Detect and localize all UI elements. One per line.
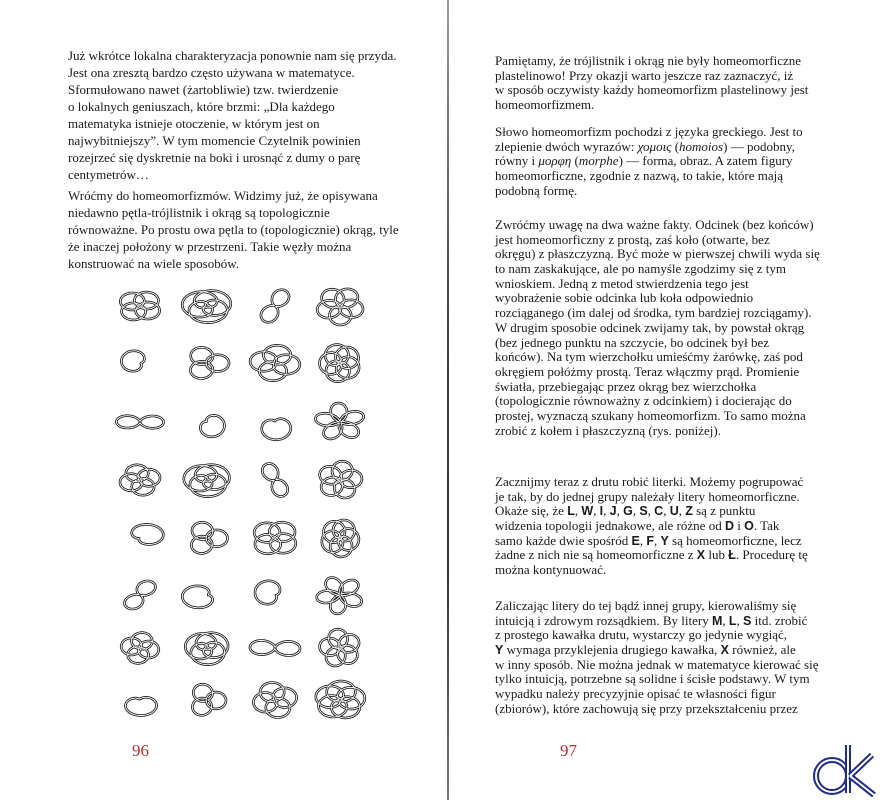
knot-diagram (255, 581, 280, 604)
text-run: intuicją i zdrowym rozsądkiem. By litery (495, 612, 712, 628)
text-run: , (632, 503, 640, 519)
right-paragraph-5 (495, 599, 818, 717)
text-run: okręgiem połóżmy prostą. Teraz włączmy prąd. Promienie (495, 363, 800, 379)
text-line (495, 672, 818, 687)
knot-diagram (121, 633, 159, 664)
text-run: , (653, 532, 661, 548)
text-run: (bez jednego punktu na szczycie, bo odcinek był bez (495, 334, 769, 350)
bold-letter: G (623, 504, 633, 519)
bold-letter: Ł (728, 548, 736, 563)
text-line (495, 218, 820, 233)
text-line (495, 365, 820, 380)
text-run: wymaga przyklejenia drugiego kawałka, (503, 642, 721, 658)
text-run: homeomorfizmem. (495, 97, 595, 113)
text-line (495, 336, 820, 351)
text-run: prostej, wyznaczą szukany homeomorfizm. To samo można (495, 407, 806, 423)
bold-letter: W (581, 504, 594, 519)
knot-diagram (120, 465, 160, 495)
text-run: je tak, by do jednej grupy należały litery homeomorficzne. (495, 488, 800, 504)
text-run: można kontynuować. (495, 562, 607, 578)
dk-publisher-logo (812, 743, 876, 797)
text-line (495, 702, 818, 717)
text-run: zlepienie dwóch wyrazów: (495, 138, 638, 154)
text-line: konstruować na wiele sposobów. (68, 256, 240, 271)
text-line: Wróćmy do homeomorfizmów. Widzimy już, że opisywana (68, 188, 378, 203)
knot-diagram (316, 681, 365, 718)
text-run: równy i (495, 153, 539, 169)
text-run: wnioskiem. Jedną z metod stwierdzenia tego jest (495, 275, 749, 291)
text-run: samo każde dwie spośród (495, 532, 632, 548)
bold-letter: U (669, 504, 679, 519)
knot-diagram (184, 465, 230, 497)
text-line (495, 277, 820, 292)
text-line (495, 409, 820, 424)
knot-diagram (261, 290, 289, 323)
text-run: , (616, 503, 624, 519)
text-run: zrobić z kołem i płaszczyzną (rys. poniżej). (495, 422, 721, 438)
text-line (495, 475, 808, 490)
text-line (495, 380, 820, 395)
knot-diagram (250, 641, 300, 656)
text-line (495, 125, 803, 140)
text-line (495, 643, 818, 658)
bold-letter: I (599, 504, 604, 519)
right-paragraph-2 (495, 125, 803, 198)
text-line (495, 69, 808, 84)
text-line: matematyka istnieje otoczenie, w którym jest on (68, 116, 320, 131)
text-line (495, 169, 803, 184)
text-line: najwybitniejszy”. W tym momencie Czytelnik powinien (68, 133, 361, 148)
knot-diagram (116, 416, 163, 429)
text-run: W drugim sposobie odcinek zwijamy tak, by powstał okrąg (495, 319, 805, 335)
right-paragraph-1 (495, 54, 808, 113)
text-line (495, 394, 820, 409)
left-paragraph-1 (68, 47, 396, 183)
bold-letter: L (567, 504, 575, 519)
text-run: są z punktu (692, 503, 756, 519)
bold-letter: S (743, 613, 752, 628)
text-line (495, 247, 820, 262)
text-line (495, 306, 820, 321)
text-run: wypadku należy precyzyjnie opisać te własności figur (495, 686, 776, 702)
knot-diagram (191, 522, 227, 553)
text-run: okręgu) z płaszczyzną. Być może w pierwszej chwili wyda się (495, 246, 820, 262)
text-run: Słowo homeomorfizm pochodzi z języka greckiego. Jest to (495, 124, 803, 139)
bold-letter: F (646, 533, 654, 548)
knot-diagram (315, 403, 363, 439)
text-line (495, 614, 818, 629)
text-line: Jest ona zresztą bardzo często używana w matematyce. (68, 65, 355, 80)
text-line: niedawno pętla-trójlistnik i okrąg są topologicznie (68, 205, 330, 220)
text-line (495, 233, 820, 248)
text-run: homeomorficzne, zgodnie z nazwą, to takie, które mają (495, 168, 784, 184)
knot-diagram (254, 522, 296, 554)
text-run: rozciąganego (im dalej od środka, tym bardziej rozciągamy). (495, 305, 812, 321)
text-run: , (593, 503, 600, 519)
text-run: z prostego kawałka drutu, wystarczy go jedynie wygiąć, (495, 627, 788, 643)
text-line: Sformułowano nawet (żartobliwie) tzw. twierdzenie (68, 82, 339, 97)
knot-diagram (126, 697, 157, 715)
bold-letter: J (609, 504, 617, 519)
text-line (495, 504, 808, 519)
text-line: równoważne. Po prostu owa pętla to (topologicznie) okrąg, tyle (68, 222, 399, 237)
bold-letter: L (728, 613, 737, 628)
text-run: w inny sposób. Nie można jednak w matematyce kierować się (495, 656, 819, 672)
text-line (495, 140, 803, 155)
knot-diagram (317, 289, 363, 325)
knot-diagram (320, 345, 360, 382)
text-run: podobną formę. (495, 182, 578, 198)
page-number-left: 96 (132, 741, 149, 760)
text-line (495, 154, 803, 169)
bold-letter: D (724, 519, 734, 534)
text-line (495, 548, 808, 563)
bold-letter: Z (685, 504, 693, 519)
text-run: Pamiętamy, że trójlistnik i okrąg nie były homeomorficzne (495, 53, 802, 68)
text-run: (zbiorów), które zachowują się przy przekształceniu przez (495, 700, 798, 716)
text-line (495, 658, 818, 673)
text-run: widzenia topologii jednakowe, ale różne od (495, 518, 725, 534)
knot-diagram (253, 683, 296, 718)
text-line: o lokalnych geniuszach, które brzmi: „Dla każdego (68, 99, 335, 114)
knot-diagram (200, 415, 224, 436)
bold-letter: S (639, 504, 648, 519)
text-line (495, 424, 820, 439)
text-run: tylko intuicją, potrzebne są solidne i ścisłe podstawy. W tym (495, 671, 810, 687)
knot-diagram (120, 292, 159, 320)
bold-letter: O (744, 519, 754, 534)
text-line: rozejrzeć się dyskretnie na boki i urosnąć z dumy o parę (68, 150, 361, 165)
knot-diagram (182, 586, 212, 608)
text-line (495, 291, 820, 306)
text-run: plastelinowo! Przy okazji warto jeszcze raz zaznaczyć, iż (495, 67, 794, 83)
text-run: Okaże się, że (495, 503, 568, 519)
text-run: również, ale (729, 642, 796, 658)
knot-diagram (317, 578, 362, 614)
text-run: (topologicznie równoważny z odcinkiem) i docierając do (495, 393, 792, 409)
knot-diagram (322, 520, 359, 557)
bold-letter: Y (660, 533, 669, 548)
knot-diagram (320, 629, 360, 666)
text-run: itd. zrobić (751, 612, 808, 628)
knot-diagram (185, 633, 228, 665)
knot-diagram (121, 351, 144, 371)
knot-diagram (192, 684, 226, 715)
text-run: ) — podobny, (723, 138, 795, 154)
text-line (495, 54, 808, 69)
knot-diagram (132, 524, 164, 544)
text-line (495, 83, 808, 98)
text-run: wyobrażenie sobie odcinka lub koła odpowiednio (495, 290, 754, 306)
text-run: i (733, 518, 745, 534)
italic-word: χομοις (637, 138, 672, 154)
text-run: , (639, 532, 647, 548)
text-run: , (603, 503, 610, 519)
italic-word: homoios (679, 138, 724, 154)
text-run: . Procedurę tę (735, 547, 808, 563)
text-run: żadne z nich nie są homeomorficzne z (495, 547, 697, 563)
knot-diagram (182, 291, 231, 323)
bold-letter: C (654, 504, 664, 519)
italic-word: morphe (578, 153, 619, 169)
right-paragraph-3 (495, 218, 820, 438)
bold-letter: E (631, 533, 640, 548)
text-run: ( (671, 138, 680, 154)
text-run: , (663, 503, 670, 519)
knot-diagrams-figure (100, 280, 370, 735)
text-run: Zaliczając litery do tej bądź innej grupy, kierowaliśmy się (495, 598, 797, 613)
text-line (495, 628, 818, 643)
text-line (495, 490, 808, 505)
right-page (449, 0, 884, 800)
knot-diagram (262, 464, 287, 497)
text-run: , (647, 503, 655, 519)
text-line (495, 534, 808, 549)
right-paragraph-4 (495, 475, 808, 578)
text-line (495, 350, 820, 365)
bold-letter: Y (495, 643, 504, 658)
text-run: Zwróćmy uwagę na dwa ważne fakty. Odcinek (bez końców) (495, 217, 814, 232)
text-run: światła, przebiegając przez okrąg bez wierzchołka (495, 378, 757, 394)
knot-diagram (250, 345, 300, 380)
text-run: w sposób oczywisty każdy homeomorfizm plastelinowy jest (495, 82, 809, 98)
text-run: to nam zaskakujące, ale po namyśle zgodzimy się z tym (495, 261, 786, 277)
text-run: Zacznijmy teraz z drutu robić literki. Możemy pogrupować (495, 474, 804, 489)
text-run: , (678, 503, 686, 519)
knot-diagram (191, 347, 230, 378)
text-line (495, 519, 808, 534)
italic-word: μορφη (538, 153, 572, 169)
text-line (495, 599, 818, 614)
text-run: . Tak (753, 518, 780, 534)
bold-letter: X (720, 643, 729, 658)
text-run: końców). Na tym wierzchołku umieśćmy żarówkę, zaś pod (495, 349, 803, 365)
text-run: są homeomorficzne, lecz (668, 532, 802, 548)
text-run: , (574, 503, 582, 519)
page-number-right: 97 (560, 741, 577, 760)
knot-diagram (320, 461, 362, 498)
text-run: ) — forma, obraz. A zatem figury (618, 153, 793, 169)
text-line (495, 98, 808, 113)
text-line (495, 687, 818, 702)
text-line (495, 262, 820, 277)
text-line: centymetrów… (68, 167, 149, 182)
text-run: , (736, 612, 744, 628)
text-line (495, 563, 808, 578)
text-line: Już wkrótce lokalna charakteryzacja ponownie nam się przyda. (68, 48, 397, 63)
text-line (495, 321, 820, 336)
left-paragraph-2 (68, 187, 399, 272)
text-run: lub (705, 547, 729, 563)
text-run: , (722, 612, 729, 628)
bold-letter: M (711, 613, 723, 628)
knot-diagram (125, 581, 156, 609)
text-line: że inaczej położony w przestrzeni. Takie węzły można (68, 239, 352, 254)
text-line (495, 184, 803, 199)
text-run: ( (571, 153, 579, 169)
knot-diagram (262, 419, 291, 440)
bold-letter: X (696, 548, 706, 563)
text-run: jest homeomorficzny z prostą, zaś koło (otwarte, bez (495, 231, 770, 247)
